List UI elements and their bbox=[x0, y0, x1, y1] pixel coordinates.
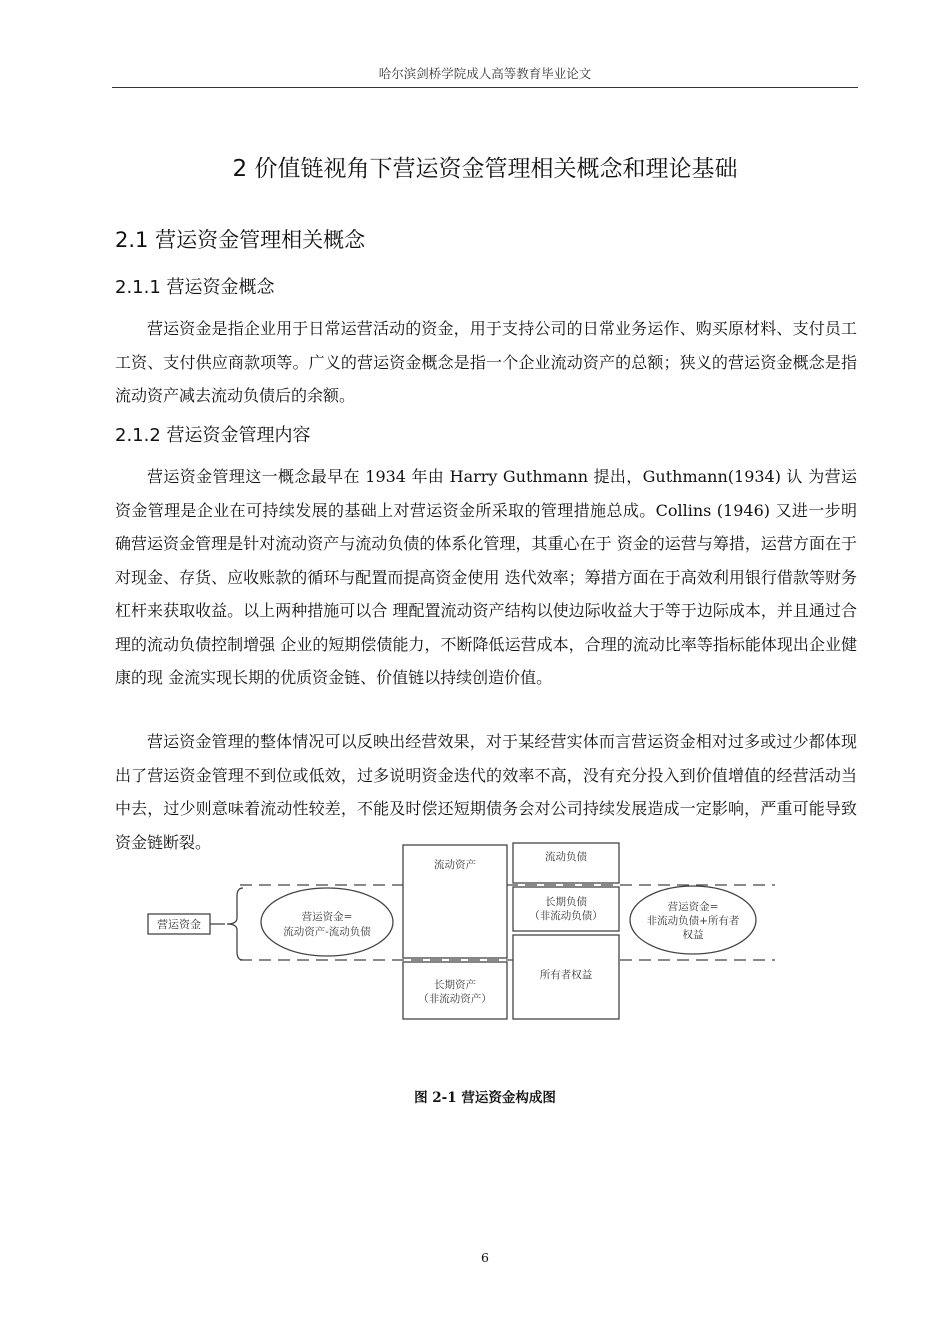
paragraph-concept: 营运资金是指企业用于日常运营活动的资金，用于支持公司的日常业务运作、购买原材料、支付员工工资、支付供应商款项等。广义的营运资金概念是指一个企业流动资产的总额；狭义的营运资金概念是指流动资产减去流动负债后的余额。 bbox=[115, 319, 857, 405]
noncurrent-assets-line1: 长期资产 bbox=[434, 979, 476, 991]
subsection-heading-content: 2.1.2 营运资金管理内容 bbox=[115, 425, 311, 446]
oval-left-line1: 营运资金= bbox=[301, 911, 353, 923]
noncurrent-assets-line2: （非流动资产） bbox=[418, 993, 492, 1005]
current-liabilities-label: 流动负债 bbox=[545, 851, 587, 863]
chapter-title: 2 价值链视角下营运资金管理相关概念和理论基础 bbox=[232, 156, 738, 182]
running-header: 哈尔滨剑桥学院成人高等教育毕业论文 bbox=[378, 66, 592, 81]
paragraph-content-2: 营运资金管理的整体情况可以反映出经营效果，对于某经营实体而言营运资金相对过多或过少都体现出了营运资金管理不到位或低效，过多说明资金迭代的效率不高，没有充分投入到价值增值的经营活动当中去，过少则意味着流动性较差，不能及时偿还短期债务会对公司持续发展造成一定影响，严重可能导致资金链断裂。 bbox=[115, 732, 857, 852]
oval-right-line2: 非流动负债+所有者 bbox=[646, 915, 740, 927]
paragraph-content-1: 营运资金管理这一概念最早在 1934 年由 Harry Guthmann 提出，Guthmann(1934) 认 为营运资金管理是企业在可持续发展的基础上对营运资金所采取的管理措施总成。Collins (1946) 又进一步明确营运资金管理是针对流动资产与流动负债的体系化管理，其重心在于 资金的运营与筹措，运营方面在于对现金、存货、应收账款的循环与配置而提高资金使用 迭代效率；筹措方面在于高效利用银行借款等财务杠杆来获取收益。以上两种措施可以合 理配置流动资产结构以使边际收益大于等于边际成本，并且通过合理的流动负债控制增强 企业的短期偿债能力，不断降低运营成本，合理的流动比率等指标能体现出企业健康的现 金流实现长期的优质资金链、价值链以持续创造价值。 bbox=[115, 467, 857, 687]
oval-right-line1: 营运资金= bbox=[667, 901, 719, 913]
current-assets-label: 流动资产 bbox=[434, 859, 476, 871]
owners-equity-label: 所有者权益 bbox=[539, 969, 593, 981]
longterm-liabilities-line2: （非流动负债） bbox=[529, 910, 603, 922]
page-number: 6 bbox=[481, 1250, 489, 1265]
figure-caption: 图 2-1 营运资金构成图 bbox=[414, 1090, 556, 1106]
oval-left-line2: 流动资产-流动负债 bbox=[283, 926, 371, 938]
longterm-liabilities-line1: 长期负债 bbox=[545, 896, 587, 908]
working-capital-diagram bbox=[115, 840, 825, 1030]
oval-right-line3: 权益 bbox=[682, 929, 704, 941]
section-heading: 2.1 营运资金管理相关概念 bbox=[115, 228, 366, 252]
header-rule bbox=[112, 87, 858, 88]
longterm-liabilities-box bbox=[513, 887, 619, 931]
subsection-heading-concept: 2.1.1 营运资金概念 bbox=[115, 277, 275, 298]
current-liabilities-box bbox=[513, 843, 619, 883]
working-capital-label: 营运资金 bbox=[157, 918, 201, 931]
